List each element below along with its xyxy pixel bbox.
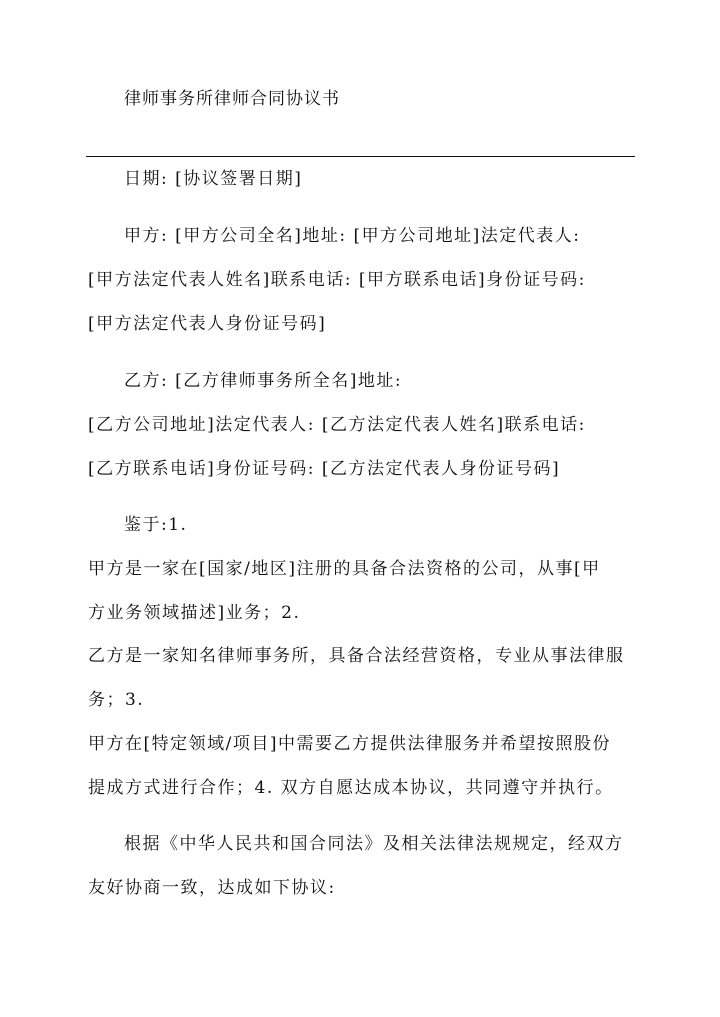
date-line: 日期: [协议签署日期] [124, 169, 303, 189]
whereas-3-line-2: 提成方式进行合作；4. 双方自愿达成本协议，共同遵守并执行。 [88, 778, 614, 798]
party-b-line-3: [乙方联系电话]身份证号码: [乙方法定代表人身份证号码] [88, 459, 561, 479]
whereas-1-line-2: 方业务领域描述]业务；2. [88, 603, 301, 623]
whereas-2-line-2: 务；3. [88, 690, 145, 710]
party-a-line-1: 甲方: [甲方公司全名]地址: [甲方公司地址]法定代表人: [124, 226, 581, 246]
party-b-line-2: [乙方公司地址]法定代表人: [乙方法定代表人姓名]联系电话: [88, 415, 586, 435]
title-divider [86, 156, 635, 157]
party-b-line-1: 乙方: [乙方律师事务所全名]地址: [124, 371, 403, 391]
party-a-line-2: [甲方法定代表人姓名]联系电话: [甲方联系电话]身份证号码: [88, 270, 586, 290]
whereas-3-line-1: 甲方在[特定领域/项目]中需要乙方提供法律服务并希望按照股份 [88, 734, 611, 754]
document-title: 律师事务所律师合同协议书 [124, 89, 340, 109]
whereas-2-line-1: 乙方是一家知名律师事务所，具备合法经营资格，专业从事法律服 [88, 646, 625, 666]
agreement-intro-line-1: 根据《中华人民共和国合同法》及相关法律法规规定，经双方 [124, 834, 624, 854]
party-a-line-3: [甲方法定代表人身份证号码] [88, 314, 327, 334]
agreement-intro-line-2: 友好协商一致，达成如下协议: [88, 878, 336, 898]
whereas-heading: 鉴于:1. [124, 515, 188, 535]
whereas-1-line-1: 甲方是一家在[国家/地区]注册的具备合法资格的公司，从事[甲 [88, 559, 601, 579]
